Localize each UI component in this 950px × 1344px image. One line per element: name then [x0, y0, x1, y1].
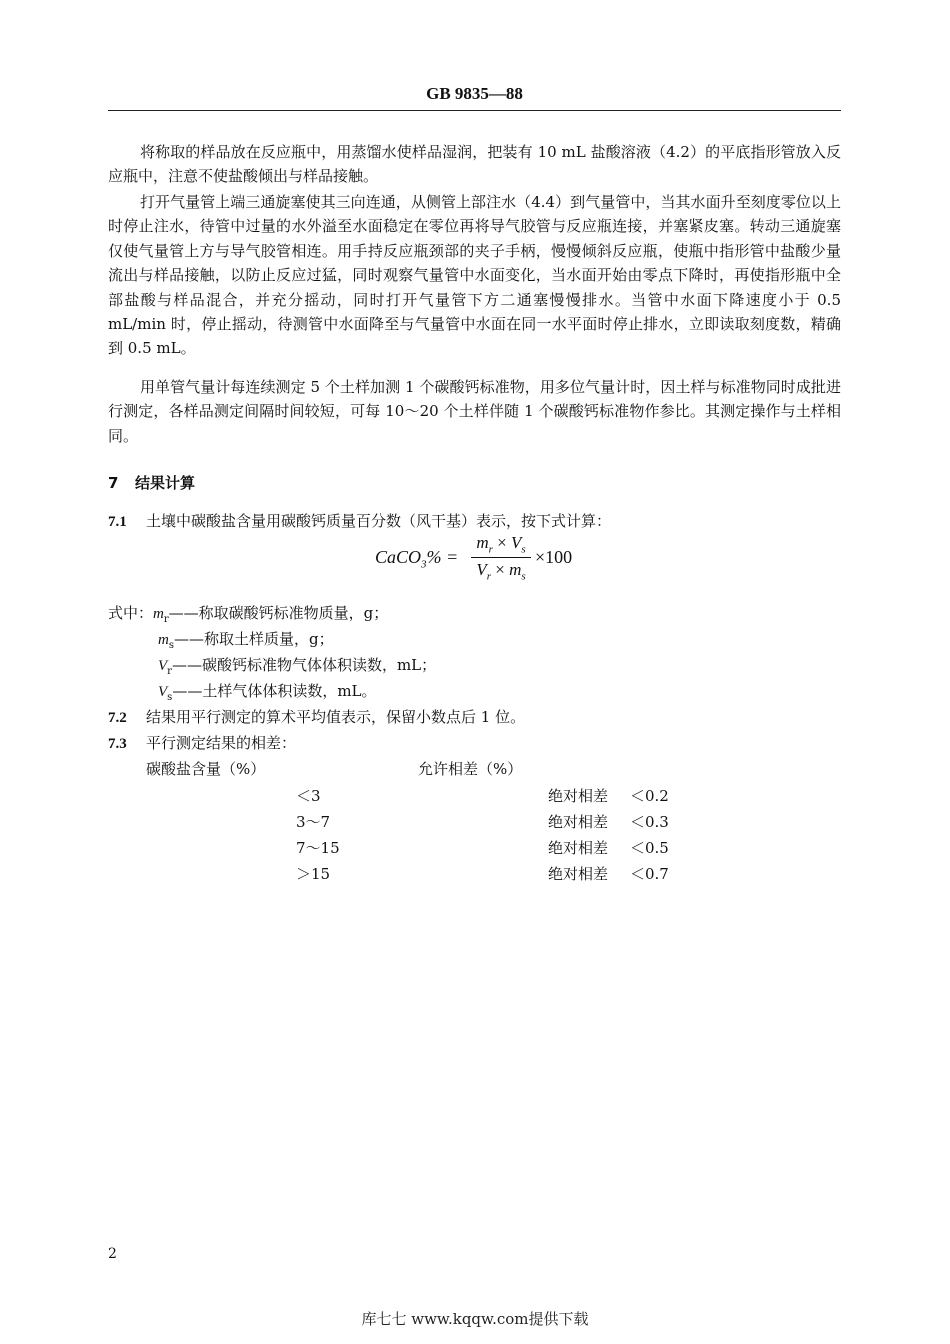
item-text: 平行测定结果的相差： [146, 734, 297, 752]
table-cell-label: 绝对相差 [548, 787, 609, 805]
table-header-tolerance: 允许相差（%） [418, 760, 523, 778]
table-cell-label: 绝对相差 [548, 839, 609, 857]
formula-rhs: ×100 [535, 547, 573, 567]
formula-numerator: $m_r \times V_s$ [476, 533, 526, 556]
item-7-2 [108, 706, 525, 727]
item-text: 结果用平行测定的算术平均值表示，保留小数点后 1 位。 [146, 708, 526, 726]
header-divider [108, 110, 841, 111]
table-cell-range: 3～7 [296, 813, 331, 831]
section-number: 7 [108, 474, 119, 492]
table-cell-value: ＜0.2 [630, 787, 669, 805]
paragraph-procedure: 打开气量管上端三通旋塞使其三向连通，从侧管上部注水（4.4）到气量管中，当其水面升至刻度零位以上时停止注水，待管中过量的水外溢至水面稳定在零位再将导气胶管与反应瓶连接，并塞紧皮塞。转动三通旋塞仅使气量管上方与导气胶管相连。用手持反应瓶颈部的夹子手柄，慢慢倾斜反应瓶，使瓶中指形管中盐酸少量流出与样品接触，以防止反应过猛，同时观察气量管中水面变化，当水面开始由零点下降时，再使指形瓶中全部盐酸与样品混合，并充分摇动，同时打开气量管下方二通塞慢慢排水。当管中水面下降速度小于 0.5 mL/min 时，停止摇动，待测管中水面降至与气量管中水面在同一水平面时停止排水，立即读取刻度数，精确到 0.5 mL。 [108, 193, 841, 358]
paragraph-reference-standard: 用单管气量计每连续测定 5 个土样加测 1 个碳酸钙标准物，用多位气量计时，因土样与标准物同时成批进行测定，各样品测定间隔时间较短，可每 10～20 个土样伴随 1 个碳酸钙标准物作参比。其测定操作与土样相同。 [108, 378, 841, 445]
item-7-1 [108, 510, 611, 531]
table-cell-label: 绝对相差 [548, 865, 609, 883]
item-7-3 [108, 732, 296, 753]
where-line-mr: 式中：$m_r——$称取碳酸钙标准物质量，g； [108, 604, 389, 625]
where-line-ms: $m_s——$称取土样质量，g； [158, 630, 334, 651]
table-cell-value: ＜0.3 [630, 813, 669, 831]
formula-denominator: $V_r \times m_s$ [476, 560, 526, 583]
item-number: 7.2 [108, 710, 127, 726]
page-number: 2 [108, 1246, 117, 1262]
paragraph-sample-placement: 将称取的样品放在反应瓶中，用蒸馏水使样品湿润，把装有 10 mL 盐酸溶液（4.2）的平底指形管放入反应瓶中，注意不使盐酸倾出与样品接触。 [108, 143, 841, 186]
section-7-heading [108, 472, 195, 493]
item-text: 土壤中碳酸盐含量用碳酸钙质量百分数（风干基）表示，按下式计算： [146, 512, 612, 530]
fraction-bar [471, 557, 531, 558]
section-title: 结果计算 [135, 474, 196, 492]
where-line-vs: $V_s——$土样气体体积读数，mL。 [158, 682, 377, 703]
download-watermark: 库七七 www.kqqw.com提供下载 [361, 1310, 589, 1328]
table-header-carbonate: 碳酸盐含量（%） [146, 760, 266, 778]
table-cell-range: 7～15 [296, 839, 340, 857]
table-cell-value: ＜0.7 [630, 865, 669, 883]
table-cell-label: 绝对相差 [548, 813, 609, 831]
caco3-formula [375, 533, 585, 589]
standard-code-header: GB 9835—88 [426, 84, 523, 103]
table-cell-value: ＜0.5 [630, 839, 669, 857]
formula-lhs: CaCO$_3$% = [375, 547, 459, 571]
formula-fraction [471, 533, 531, 582]
table-cell-range: ＜3 [296, 787, 321, 805]
item-number: 7.3 [108, 736, 127, 752]
where-line-vr: $V_r——$碳酸钙标准物气体体积读数，mL； [158, 656, 437, 677]
item-number: 7.1 [108, 514, 127, 530]
table-cell-range: ＞15 [296, 865, 331, 883]
